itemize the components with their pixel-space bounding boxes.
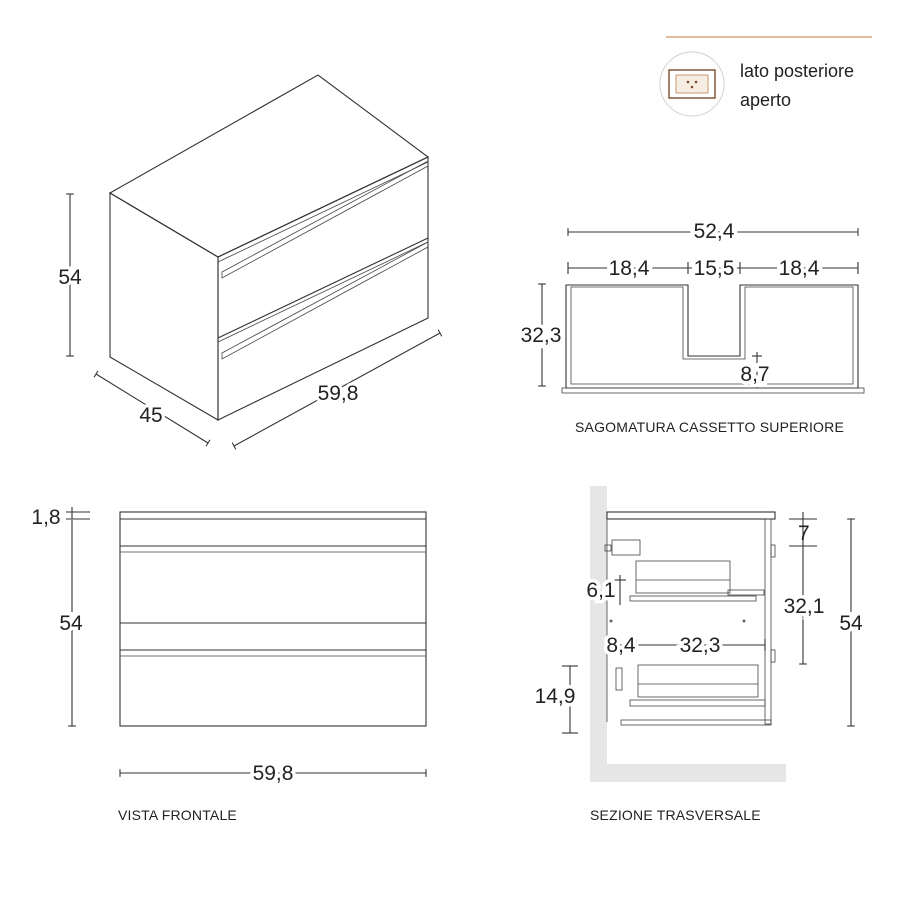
upper-drawer-box	[636, 561, 730, 593]
front-outline	[120, 512, 426, 726]
isometric-view	[58, 75, 440, 446]
lower-drawer-box	[638, 665, 758, 697]
front-caption: VISTA FRONTALE	[118, 807, 237, 823]
drawer-outline	[566, 285, 858, 388]
profile-center-width-label: 15,5	[693, 257, 735, 280]
profile-height-label: 32,3	[520, 324, 562, 347]
section-front-panel	[765, 519, 771, 724]
upper-drawer-rail	[630, 596, 756, 601]
profile-left-width-label: 18,4	[608, 257, 650, 280]
drawer-base	[562, 388, 864, 393]
drawer-profile-view	[521, 220, 864, 435]
upper-drawer-handle	[222, 161, 428, 278]
lower-drawer-rail	[630, 700, 765, 706]
section-drawer-depth-label: 32,3	[679, 634, 721, 657]
cabinet-top-face	[110, 75, 428, 257]
wall-bracket	[612, 540, 640, 555]
section-bottom-panel	[621, 720, 771, 725]
section-floor-label: 14,9	[534, 685, 576, 708]
profile-notch-label: 8,7	[740, 363, 770, 386]
legend	[660, 37, 872, 116]
open-back-icon	[660, 52, 724, 116]
profile-total-width-label: 52,4	[693, 220, 735, 243]
section-view	[535, 486, 863, 823]
front-top-label: 1,8	[31, 506, 61, 529]
legend-line-1: lato posteriore	[740, 61, 855, 81]
lower-drawer-handle	[222, 242, 428, 359]
section-top-gap-label: 7	[798, 522, 810, 545]
section-total-height-label: 54	[839, 612, 863, 635]
legend-line-2: aperto	[740, 90, 792, 110]
section-caption: SEZIONE TRASVERSALE	[590, 807, 761, 823]
profile-caption: SAGOMATURA CASSETTO SUPERIORE	[575, 419, 844, 435]
cabinet-side-face	[110, 193, 218, 420]
drawer-divider	[218, 238, 428, 338]
section-drawer-span-label: 32,1	[783, 595, 825, 618]
iso-height-label: 54	[58, 266, 82, 289]
iso-width-label: 59,8	[317, 382, 359, 405]
front-view	[31, 506, 426, 823]
section-offset-label: 8,4	[606, 634, 636, 657]
section-rail-gap-label: 6,1	[586, 579, 616, 602]
front-height-label: 54	[59, 612, 83, 635]
iso-depth-label: 45	[139, 404, 163, 427]
profile-right-width-label: 18,4	[778, 257, 820, 280]
front-width-label: 59,8	[252, 762, 294, 785]
section-top-panel	[607, 512, 775, 519]
